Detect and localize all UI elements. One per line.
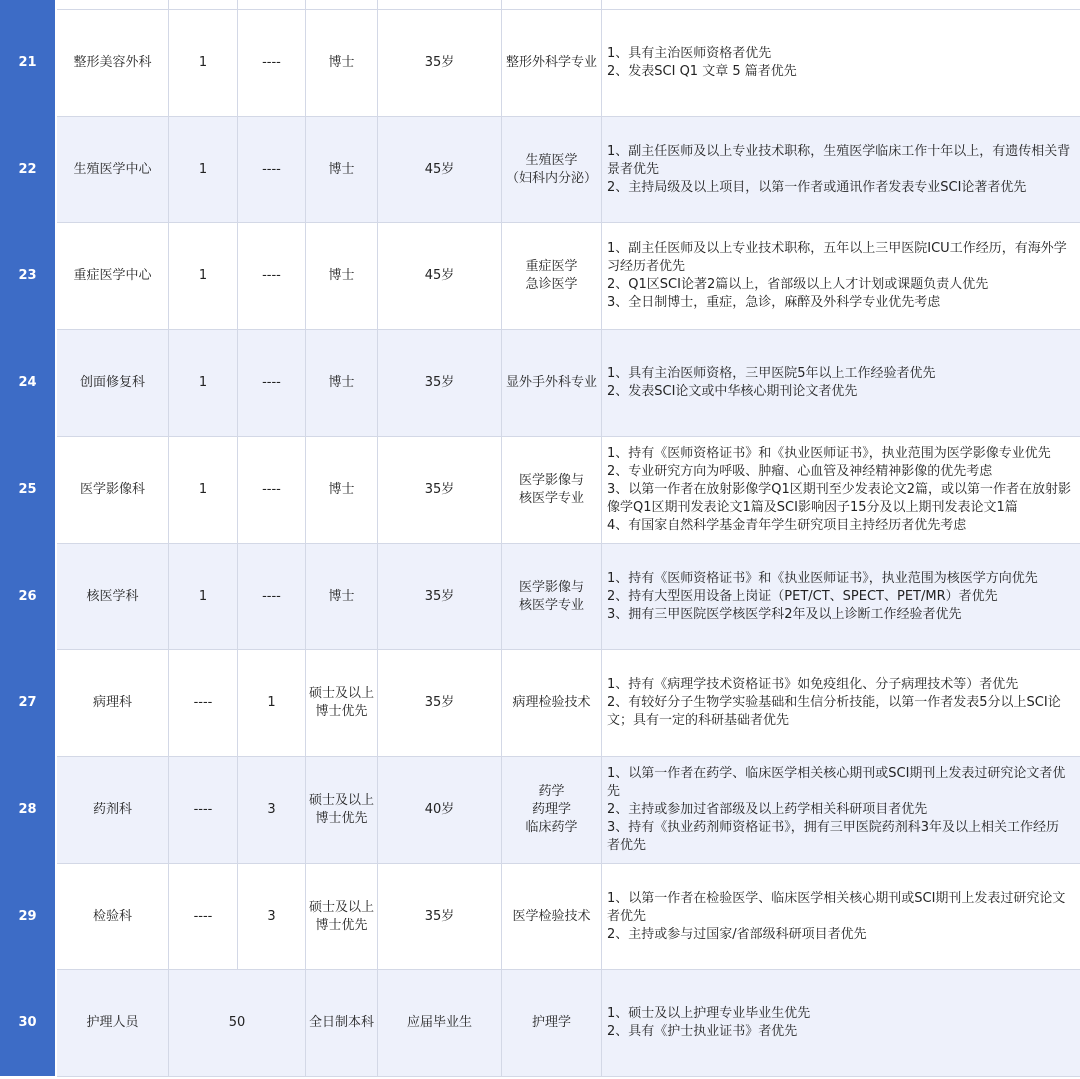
requirement-line: 1、持有《病理学技术资格证书》如免疫组化、分子病理技术等）者优先 (607, 676, 1019, 692)
cell-no (0, 329, 57, 436)
education-text (309, 1014, 374, 1032)
requirement-line: 先 (607, 783, 621, 799)
headcount-master: 3 (267, 801, 276, 817)
age-limit: 45岁 (424, 267, 455, 283)
cell-age (378, 863, 502, 970)
row-divider (57, 543, 1080, 544)
department-name: 核医学科 (86, 588, 139, 604)
text-line: 核医学专业 (518, 597, 584, 613)
cell-c1 (169, 329, 238, 436)
cell-major (502, 329, 602, 436)
education-text (328, 481, 354, 499)
cell-c1 (169, 543, 238, 650)
text-line: 博士 (328, 267, 355, 283)
education-text (328, 54, 354, 72)
text-line: 病理检验技术 (512, 694, 591, 710)
cell-edu (306, 969, 378, 1076)
age-limit: 35岁 (424, 694, 455, 710)
requirement-line: 3、拥有三甲医院医学核医学科2年及以上诊断工作经验者优先 (607, 606, 962, 622)
major-text (519, 579, 584, 615)
requirements-text (607, 1005, 810, 1041)
headcount-master: ---- (262, 374, 281, 390)
cell-no (0, 649, 57, 756)
text-line: 博士 (328, 374, 355, 390)
table-cell (238, 0, 306, 9)
cell-edu (306, 756, 378, 863)
cell-dept (57, 329, 169, 436)
row-divider (57, 436, 1080, 437)
cell-age (378, 969, 502, 1076)
row-divider (57, 116, 1080, 117)
row-divider (57, 649, 1080, 650)
text-line: 博士 (328, 54, 355, 70)
row-number: 22 (18, 161, 37, 177)
cell-dept (57, 543, 169, 650)
department-name: 整形美容外科 (73, 54, 152, 70)
headcount-total: 50 (228, 1014, 246, 1030)
requirement-line: 2、主持或参与过国家/省部级科研项目者优先 (607, 926, 867, 942)
text-line: 生殖医学 (525, 152, 578, 168)
cell-major (502, 116, 602, 223)
text-line: 博士优先 (315, 917, 368, 933)
row-divider (57, 969, 1080, 970)
cell-no (0, 756, 57, 863)
department-name: 创面修复科 (79, 374, 145, 390)
requirement-line: 者优先 (607, 908, 647, 924)
cell-c1 (169, 649, 238, 756)
cell-edu (306, 436, 378, 543)
text-line: 博士 (328, 161, 355, 177)
text-line: 临床药学 (525, 819, 578, 835)
requirement-line: 1、持有《医师资格证书》和《执业医师证书》，执业范围为核医学方向优先 (607, 570, 1038, 586)
cell-dept (57, 969, 169, 1076)
department-name: 生殖医学中心 (73, 161, 152, 177)
cell-c1 (169, 116, 238, 223)
requirement-line: 3、以第一作者在放射影像学Q1区期刊至少发表论文2篇，或以第一作者在放射影 (607, 481, 1072, 497)
cell-req (602, 329, 1080, 436)
headcount-master: ---- (262, 267, 281, 283)
row-divider (57, 1076, 1080, 1077)
cell-c2 (238, 863, 306, 970)
requirements-text (607, 45, 797, 81)
cell-req (602, 756, 1080, 863)
cell-dept (57, 756, 169, 863)
row-number: 27 (18, 694, 37, 710)
requirement-line: 1、以第一作者在药学、临床医学相关核心期刊或SCI期刊上发表过研究论文者优 (607, 765, 1066, 781)
cell-age (378, 543, 502, 650)
requirements-text (607, 890, 1065, 944)
major-text (512, 908, 590, 926)
table-cell (306, 0, 378, 9)
cell-age (378, 329, 502, 436)
row-number: 24 (18, 374, 37, 390)
cell-no (0, 969, 57, 1076)
cell-age (378, 436, 502, 543)
education-text (309, 685, 374, 721)
table-cell (378, 0, 502, 9)
age-limit: 应届毕业生 (406, 1014, 472, 1030)
requirements-text (607, 365, 936, 401)
headcount-doctoral: 1 (198, 267, 208, 283)
requirement-line: 2、专业研究方向为呼吸、肿瘤、心血管及神经精神影像的优先考虑 (607, 463, 993, 479)
cell-edu (306, 222, 378, 329)
cell-no (0, 116, 57, 223)
row-divider (57, 9, 1080, 10)
cell-c1 (169, 969, 306, 1076)
cell-c1 (169, 436, 238, 543)
cell-major (502, 863, 602, 970)
row-number: 26 (18, 588, 37, 604)
table-row (0, 969, 1080, 1076)
cell-dept (57, 649, 169, 756)
table-cell (0, 0, 57, 9)
cell-no (0, 222, 57, 329)
cell-c1 (169, 863, 238, 970)
text-line: 硕士及以上 (308, 685, 374, 701)
requirement-line: 1、副主任医师及以上专业技术职称，生殖医学临床工作十年以上，有遗传相关背 (607, 143, 1071, 159)
requirement-line: 3、持有《执业药剂师资格证书》，拥有三甲医院药剂科3年及以上相关工作经历 (607, 819, 1060, 835)
text-line: 硕士及以上 (308, 899, 374, 915)
cell-major (502, 436, 602, 543)
row-number: 25 (18, 481, 37, 497)
text-line: 药学 (538, 783, 565, 799)
education-text (328, 588, 354, 606)
cell-age (378, 649, 502, 756)
major-text (525, 783, 577, 837)
text-line: 博士优先 (315, 703, 368, 719)
major-text (512, 694, 590, 712)
requirements-text (607, 445, 1071, 535)
headcount-doctoral: ---- (193, 801, 213, 817)
table-row-partial (0, 0, 1080, 9)
education-text (309, 792, 374, 828)
age-limit: 35岁 (424, 588, 455, 604)
row-divider (57, 329, 1080, 330)
headcount-master: ---- (262, 481, 281, 497)
requirements-text (607, 570, 1038, 624)
cell-major (502, 222, 602, 329)
cell-c2 (238, 9, 306, 116)
cell-req (602, 863, 1080, 970)
requirement-line: 景者优先 (607, 161, 660, 177)
row-number: 29 (18, 908, 37, 924)
headcount-doctoral: 1 (198, 161, 208, 177)
headcount-master: ---- (262, 54, 281, 70)
department-name: 重症医学中心 (73, 267, 152, 283)
headcount-doctoral: ---- (193, 694, 213, 710)
age-limit: 35岁 (424, 481, 455, 497)
cell-major (502, 969, 602, 1076)
department-name: 药剂科 (92, 801, 132, 817)
requirement-line: 4、有国家自然科学基金青年学生研究项目主持经历者优先考虑 (607, 517, 967, 533)
table-cell (502, 0, 602, 9)
cell-dept (57, 222, 169, 329)
text-line: 医学影像与 (518, 579, 584, 595)
cell-c2 (238, 649, 306, 756)
text-line: 全日制本科 (308, 1014, 374, 1030)
cell-age (378, 116, 502, 223)
text-line: 博士 (328, 588, 355, 604)
requirement-line: 2、Q1区SCI论著2篇以上，省部级以上人才计划或课题负责人优先 (607, 276, 989, 292)
table-row (0, 329, 1080, 436)
text-line: 博士优先 (315, 810, 368, 826)
department-name: 护理人员 (86, 1014, 139, 1030)
headcount-master: 3 (267, 908, 276, 924)
cell-req (602, 222, 1080, 329)
cell-edu (306, 543, 378, 650)
cell-c2 (238, 543, 306, 650)
cell-c2 (238, 222, 306, 329)
requirement-line: 1、具有主治医师资格者优先 (607, 45, 772, 61)
education-text (328, 267, 354, 285)
headcount-doctoral: 1 (198, 481, 208, 497)
requirements-text (607, 143, 1070, 197)
headcount-doctoral: 1 (198, 54, 208, 70)
cell-dept (57, 863, 169, 970)
cell-major (502, 756, 602, 863)
text-line: 药理学 (531, 801, 571, 817)
table-row (0, 222, 1080, 329)
cell-c1 (169, 222, 238, 329)
table-row (0, 116, 1080, 223)
requirements-text (607, 676, 1061, 730)
cell-req (602, 649, 1080, 756)
cell-age (378, 222, 502, 329)
table-row (0, 9, 1080, 116)
age-limit: 45岁 (424, 161, 455, 177)
requirement-line: 2、具有《护士执业证书》者优先 (607, 1023, 798, 1039)
table-row (0, 863, 1080, 970)
cell-major (502, 649, 602, 756)
text-line: 博士 (328, 481, 355, 497)
requirement-line: 2、主持或参加过省部级及以上药学相关科研项目者优先 (607, 801, 928, 817)
text-line: 显外手外科专业 (505, 374, 597, 390)
cell-edu (306, 116, 378, 223)
requirement-line: 1、以第一作者在检验医学、临床医学相关核心期刊或SCI期刊上发表过研究论文 (607, 890, 1066, 906)
row-number: 30 (18, 1014, 37, 1030)
requirements-text (607, 765, 1065, 855)
table-row (0, 436, 1080, 543)
cell-edu (306, 329, 378, 436)
cell-major (502, 543, 602, 650)
department-name: 医学影像科 (79, 481, 145, 497)
cell-major (502, 9, 602, 116)
cell-req (602, 543, 1080, 650)
cell-edu (306, 9, 378, 116)
table-cell (602, 0, 1080, 9)
age-limit: 35岁 (424, 908, 455, 924)
age-limit: 35岁 (424, 374, 455, 390)
text-line: 医学影像与 (518, 472, 584, 488)
major-text (525, 258, 577, 294)
headcount-master: ---- (262, 161, 281, 177)
cell-no (0, 543, 57, 650)
requirement-line: 2、发表SCI论文或中华核心期刊论文者优先 (607, 383, 858, 399)
row-number: 28 (18, 801, 37, 817)
cell-edu (306, 649, 378, 756)
education-text (309, 899, 374, 935)
table-cell (169, 0, 238, 9)
requirement-line: 者优先 (607, 837, 647, 853)
text-line: 整形外科学专业 (505, 54, 597, 70)
row-number: 21 (18, 54, 37, 70)
department-name: 检验科 (92, 908, 132, 924)
major-text (506, 54, 597, 72)
row-divider (57, 756, 1080, 757)
text-line: 核医学专业 (518, 490, 584, 506)
headcount-doctoral: 1 (198, 374, 208, 390)
requirement-line: 1、持有《医师资格证书》和《执业医师证书》，执业范围为医学影像专业优先 (607, 445, 1051, 461)
cell-age (378, 756, 502, 863)
headcount-master: ---- (262, 588, 281, 604)
major-text (519, 472, 584, 508)
headcount-doctoral: ---- (193, 908, 213, 924)
row-divider (57, 222, 1080, 223)
age-limit: 35岁 (424, 54, 455, 70)
requirement-line: 2、有较好分子生物学实验基础和生信分析技能，以第一作者发表5分以上SCI论 (607, 694, 1061, 710)
cell-edu (306, 863, 378, 970)
cell-c2 (238, 329, 306, 436)
requirement-line: 2、持有大型医用设备上岗证（PET/CT、SPECT、PET/MR）者优先 (607, 588, 998, 604)
requirement-line: 1、副主任医师及以上专业技术职称，五年以上三甲医院ICU工作经历，有海外学 (607, 240, 1067, 256)
education-text (328, 374, 354, 392)
major-text (506, 152, 597, 188)
cell-no (0, 863, 57, 970)
headcount-master: 1 (267, 694, 276, 710)
text-line: （妇科内分泌） (505, 170, 597, 186)
requirements-text (607, 240, 1067, 312)
major-text (506, 374, 597, 392)
table-row (0, 649, 1080, 756)
text-line: 医学检验技术 (512, 908, 591, 924)
department-name: 病理科 (92, 694, 132, 710)
age-limit: 40岁 (424, 801, 455, 817)
requirement-line: 文；具有一定的科研基础者优先 (607, 712, 790, 728)
requirement-line: 习经历者优先 (607, 258, 686, 274)
cell-no (0, 9, 57, 116)
requirement-line: 2、主持局级及以上项目，以第一作者或通讯作者发表专业SCI论著者优先 (607, 179, 1027, 195)
cell-c1 (169, 756, 238, 863)
table-cell (57, 0, 169, 9)
row-number: 23 (18, 267, 37, 283)
table-row (0, 756, 1080, 863)
major-text (532, 1014, 571, 1032)
cell-c2 (238, 116, 306, 223)
requirement-line: 3、全日制博士，重症，急诊，麻醉及外科学专业优先考虑 (607, 294, 941, 310)
cell-age (378, 9, 502, 116)
text-line: 重症医学 (525, 258, 578, 274)
headcount-doctoral: 1 (198, 588, 208, 604)
text-line: 急诊医学 (525, 276, 578, 292)
requirement-line: 1、具有主治医师资格，三甲医院5年以上工作经验者优先 (607, 365, 936, 381)
cell-req (602, 116, 1080, 223)
cell-req (602, 9, 1080, 116)
cell-no (0, 436, 57, 543)
requirement-line: 像学Q1区期刊发表论文1篇及SCI影响因子15分及以上期刊发表论文1篇 (607, 499, 1018, 515)
cell-c2 (238, 436, 306, 543)
cell-req (602, 436, 1080, 543)
text-line: 护理学 (531, 1014, 571, 1030)
table-row (0, 543, 1080, 650)
requirement-line: 2、发表SCI Q1 文章 5 篇者优先 (607, 63, 797, 79)
cell-dept (57, 436, 169, 543)
cell-dept (57, 9, 169, 116)
education-text (328, 161, 354, 179)
cell-dept (57, 116, 169, 223)
cell-c2 (238, 756, 306, 863)
text-line: 硕士及以上 (308, 792, 374, 808)
requirement-line: 1、硕士及以上护理专业毕业生优先 (607, 1005, 811, 1021)
cell-c1 (169, 9, 238, 116)
cell-req (602, 969, 1080, 1076)
row-divider (57, 863, 1080, 864)
